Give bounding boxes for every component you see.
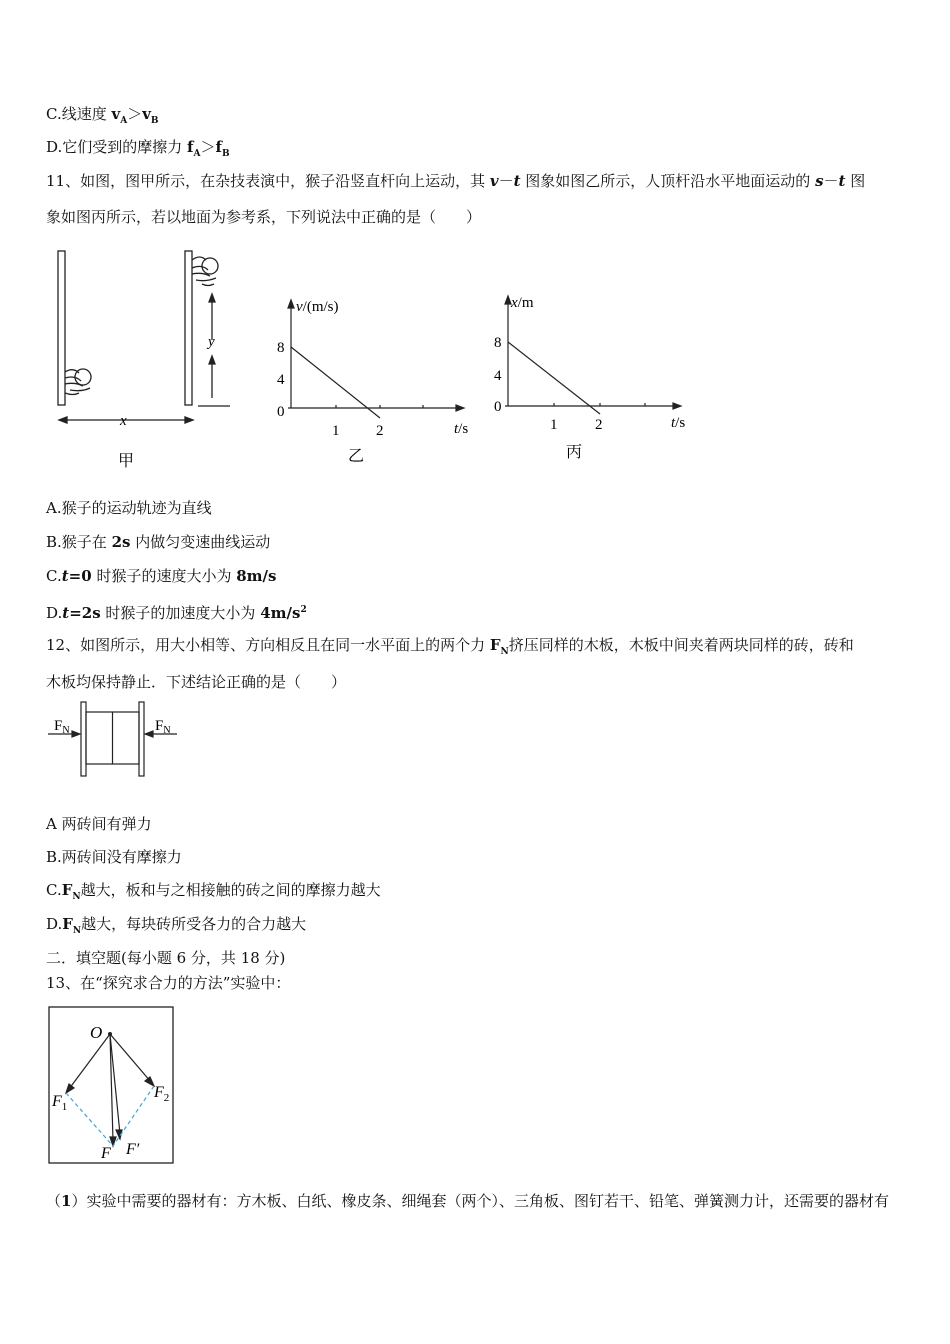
q11-option-b: B.猴子在 2s 内做匀变速曲线运动 (46, 533, 271, 551)
q13-fig-F2-sub: 2 (163, 1092, 170, 1104)
svg-text:t/s (454, 421, 468, 437)
fig-bing-ytick-0: 0 (494, 399, 502, 415)
q11-figure (40, 240, 720, 475)
fig-bing-ytick-4: 4 (494, 368, 502, 384)
fig-yi-xtick-1: 1 (332, 423, 340, 439)
fig-yi-xlabel-unit: /s (458, 421, 469, 437)
q13-fig-F1-sub: 1 (61, 1101, 68, 1113)
svg-text:t/s (671, 415, 685, 431)
fig-jia-y-label: y (208, 334, 215, 350)
section-heading-fill-in: 二．填空题(每小题 6 分，共 18 分) (46, 949, 286, 967)
fig-bing-xtick-2: 2 (595, 417, 603, 433)
q13-fig-F1: F (52, 1093, 62, 1110)
q13-part1: （1）实验中需要的器材有：方木板、白纸、橡皮条、细绳套（两个）、三角板、图钉若干、铅笔、弹簧测力计，还需要的器材有 (46, 1192, 889, 1210)
svg-text:F1 (51, 1093, 67, 1113)
fig-jia-x-label: x (120, 413, 127, 429)
svg-text:F2 (153, 1084, 169, 1104)
q12-option-a: A 两砖间有弹力 (46, 815, 152, 833)
svg-text:FN (155, 718, 171, 736)
q10-option-c: C.线速度 $v_A>v_B$ (46, 105, 159, 126)
figure-yi (288, 300, 464, 418)
q12-fig-left-n: N (62, 725, 70, 736)
q12-stem-line2: 木板均保持静止．下述结论正确的是（ ） (46, 673, 347, 691)
svg-text:FN (54, 718, 70, 736)
q13-fig-F: F (101, 1145, 111, 1162)
q13-figure (48, 1006, 176, 1166)
fig-yi-ytick-4: 4 (277, 372, 285, 388)
q12-option-c: $C.F_N$越大，板和与之相接触的砖之间的摩擦力越大 (46, 881, 381, 902)
q13-fig-Fprime: F′ (126, 1141, 140, 1158)
q10-option-d: D.它们受到的摩擦力 $f_A>f_B$ (46, 138, 230, 159)
figure-jia (58, 251, 230, 423)
q12-option-b: B.两砖间没有摩擦力 (46, 848, 182, 866)
q13-fig-O: O (90, 1023, 103, 1042)
fig-yi-ytick-0: 0 (277, 404, 285, 420)
q11-option-a: A.猴子的运动轨迹为直线 (46, 499, 212, 517)
fig-bing-ytick-8: 8 (494, 335, 502, 351)
svg-text:v/(m/s) (296, 299, 339, 315)
q12-fig-right-n: N (163, 725, 171, 736)
figure-bing (505, 296, 681, 414)
fig-yi-ytick-8: 8 (277, 340, 285, 356)
q11-option-d: D.t=2s 时猴子的加速度大小为 $4m/s^2$ (46, 604, 307, 622)
fig-yi-xtick-2: 2 (376, 423, 384, 439)
fig-jia-caption: 甲 (118, 453, 135, 470)
fig-bing-xtick-1: 1 (550, 417, 558, 433)
fig-bing-xlabel-var: t (671, 415, 676, 431)
fig-bing-xlabel-unit: /s (675, 415, 686, 431)
q11-stem-line2: 象如图丙所示，若以地面为参考系，下列说法中正确的是（ ） (46, 208, 482, 226)
q12-stem-line1: 12、如图所示，用大小相等、方向相反且在同一水平面上的两个力 $F_N$挤压同样的木板，木板中间夹着两块同样的砖，砖和 (46, 636, 854, 657)
q12-fig-right-f: F (155, 718, 164, 734)
q11-stem-line1: 11、如图，图甲所示，在杂技表演中，猴子沿竖直杆向上运动，其 v－t 图象如图乙所示，人顶杆沿水平地面运动的 s－t 图 (46, 172, 866, 190)
q13-title: 13、在“探究求合力的方法”实验中： (46, 974, 291, 992)
fig-bing-ylabel-unit: /m (517, 295, 534, 311)
fig-yi-xlabel-var: t (454, 421, 459, 437)
q11-option-c: C.t=0 时猴子的速度大小为 8m/s (46, 567, 277, 585)
q13-fig-F2: F (154, 1084, 164, 1101)
q12-option-d: $D.F_N$越大，每块砖所受各力的合力越大 (46, 915, 307, 936)
fig-yi-ylabel-unit: /(m/s) (302, 299, 339, 315)
fig-yi-caption: 乙 (348, 448, 365, 465)
svg-text:x/m (510, 295, 534, 311)
q12-figure (44, 700, 194, 780)
fig-yi-ylabel-var: v (296, 299, 303, 315)
fig-bing-ylabel-var: x (511, 295, 518, 311)
q12-fig-left-f: F (54, 718, 63, 734)
fig-bing-caption: 丙 (566, 444, 583, 461)
